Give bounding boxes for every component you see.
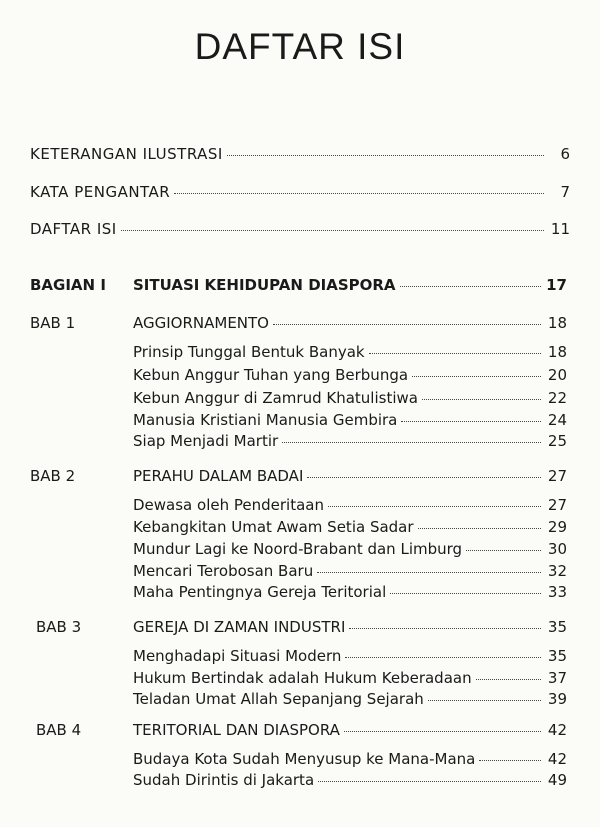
dot-leader — [174, 192, 544, 194]
section-title: Kebangkitan Umat Awam Setia Sadar — [133, 518, 414, 536]
chapter-title: TERITORIAL DAN DIASPORA — [133, 721, 340, 739]
dot-leader — [418, 527, 541, 529]
toc-entry-front[interactable] — [30, 145, 570, 163]
entry-label: KETERANGAN ILUSTRASI — [30, 145, 223, 163]
section-title: Sudah Dirintis di Jakarta — [133, 771, 315, 789]
dot-leader — [328, 505, 541, 507]
toc-entry-section[interactable] — [133, 562, 567, 580]
toc-entry-section[interactable] — [133, 389, 567, 407]
entry-page: 29 — [547, 518, 567, 536]
chapter-label: BAB 3 — [36, 618, 82, 636]
entry-page: 37 — [547, 669, 567, 687]
dot-leader — [349, 627, 541, 629]
dot-leader — [318, 780, 541, 782]
entry-page: 33 — [547, 583, 567, 601]
part-title: SITUASI KEHIDUPAN DIASPORA — [133, 276, 396, 294]
dot-leader — [476, 678, 541, 680]
dot-leader — [390, 592, 541, 594]
toc-entry-section[interactable] — [133, 669, 567, 687]
entry-page: 35 — [547, 647, 567, 665]
section-title: Menghadapi Situasi Modern — [133, 647, 342, 665]
entry-page: 11 — [550, 220, 570, 238]
section-title: Dewasa oleh Penderitaan — [133, 496, 324, 514]
dot-leader — [344, 730, 541, 732]
toc-entry-section[interactable] — [133, 540, 567, 558]
toc-entry-chapter[interactable] — [133, 618, 567, 636]
section-title: Mencari Terobosan Baru — [133, 562, 314, 580]
entry-page: 24 — [547, 411, 567, 429]
dot-leader — [412, 375, 541, 377]
toc-entry-section[interactable] — [133, 343, 567, 361]
entry-page: 6 — [560, 145, 570, 163]
toc-entry-chapter[interactable] — [133, 467, 567, 485]
dot-leader — [466, 549, 541, 551]
section-title: Manusia Kristiani Manusia Gembira — [133, 411, 398, 429]
entry-label: DAFTAR ISI — [30, 220, 117, 238]
dot-leader — [422, 398, 541, 400]
section-title: Kebun Anggur Tuhan yang Berbunga — [133, 366, 409, 384]
section-title: Kebun Anggur di Zamrud Khatulistiwa — [133, 389, 418, 407]
entry-page: 42 — [547, 721, 567, 739]
entry-page: 27 — [547, 467, 567, 485]
toc-entry-front[interactable] — [30, 220, 570, 238]
dot-leader — [121, 229, 544, 231]
dot-leader — [273, 323, 541, 325]
toc-entry-section[interactable] — [133, 583, 567, 601]
entry-page: 18 — [547, 314, 567, 332]
section-title: Prinsip Tunggal Bentuk Banyak — [133, 343, 365, 361]
dot-leader — [400, 285, 541, 287]
chapter-title: AGGIORNAMENTO — [133, 314, 269, 332]
entry-label: KATA PENGANTAR — [30, 183, 171, 201]
toc-entry-chapter[interactable] — [133, 314, 567, 332]
toc-entry-section[interactable] — [133, 518, 567, 536]
entry-page: 35 — [547, 618, 567, 636]
dot-leader — [369, 352, 541, 354]
entry-page: 49 — [547, 771, 567, 789]
section-title: Mundur Lagi ke Noord-Brabant dan Limburg — [133, 540, 463, 558]
section-title: Siap Menjadi Martir — [133, 432, 279, 450]
toc-entry-section[interactable] — [133, 771, 567, 789]
toc-entry-section[interactable] — [133, 690, 567, 708]
entry-page: 17 — [546, 276, 567, 294]
chapter-title: PERAHU DALAM BADAI — [133, 467, 304, 485]
chapter-label: BAB 1 — [30, 314, 76, 332]
dot-leader — [345, 656, 541, 658]
entry-page: 20 — [547, 366, 567, 384]
section-title: Budaya Kota Sudah Menyusup ke Mana-Mana — [133, 750, 476, 768]
page-title: DAFTAR ISI — [194, 26, 406, 67]
entry-page: 39 — [547, 690, 567, 708]
entry-page: 32 — [547, 562, 567, 580]
entry-page: 27 — [547, 496, 567, 514]
toc-entry-section[interactable] — [133, 750, 567, 768]
section-title: Teladan Umat Allah Sepanjang Sejarah — [133, 690, 424, 708]
entry-page: 42 — [547, 750, 567, 768]
toc-entry-section[interactable] — [133, 411, 567, 429]
toc-entry-section[interactable] — [133, 496, 567, 514]
entry-page: 30 — [547, 540, 567, 558]
toc-entry-chapter[interactable] — [133, 721, 567, 739]
toc-entry-section[interactable] — [133, 366, 567, 384]
entry-page: 18 — [547, 343, 567, 361]
dot-leader — [307, 476, 541, 478]
toc-entry-section[interactable] — [133, 432, 567, 450]
entry-page: 25 — [547, 432, 567, 450]
section-title: Hukum Bertindak adalah Hukum Keberadaan — [133, 669, 472, 687]
dot-leader — [479, 759, 541, 761]
chapter-label: BAB 4 — [36, 721, 82, 739]
dot-leader — [227, 154, 544, 156]
toc-entry-section[interactable] — [133, 647, 567, 665]
entry-page: 22 — [547, 389, 567, 407]
dot-leader — [317, 571, 541, 573]
toc-entry-front[interactable] — [30, 183, 570, 201]
entry-page: 7 — [560, 183, 570, 201]
dot-leader — [401, 420, 541, 422]
chapter-title: GEREJA DI ZAMAN INDUSTRI — [133, 618, 346, 636]
dot-leader — [282, 441, 541, 443]
part-label: BAGIAN I — [30, 276, 106, 294]
chapter-label: BAB 2 — [30, 467, 76, 485]
toc-entry-part[interactable] — [133, 276, 567, 294]
dot-leader — [428, 699, 541, 701]
section-title: Maha Pentingnya Gereja Teritorial — [133, 583, 387, 601]
